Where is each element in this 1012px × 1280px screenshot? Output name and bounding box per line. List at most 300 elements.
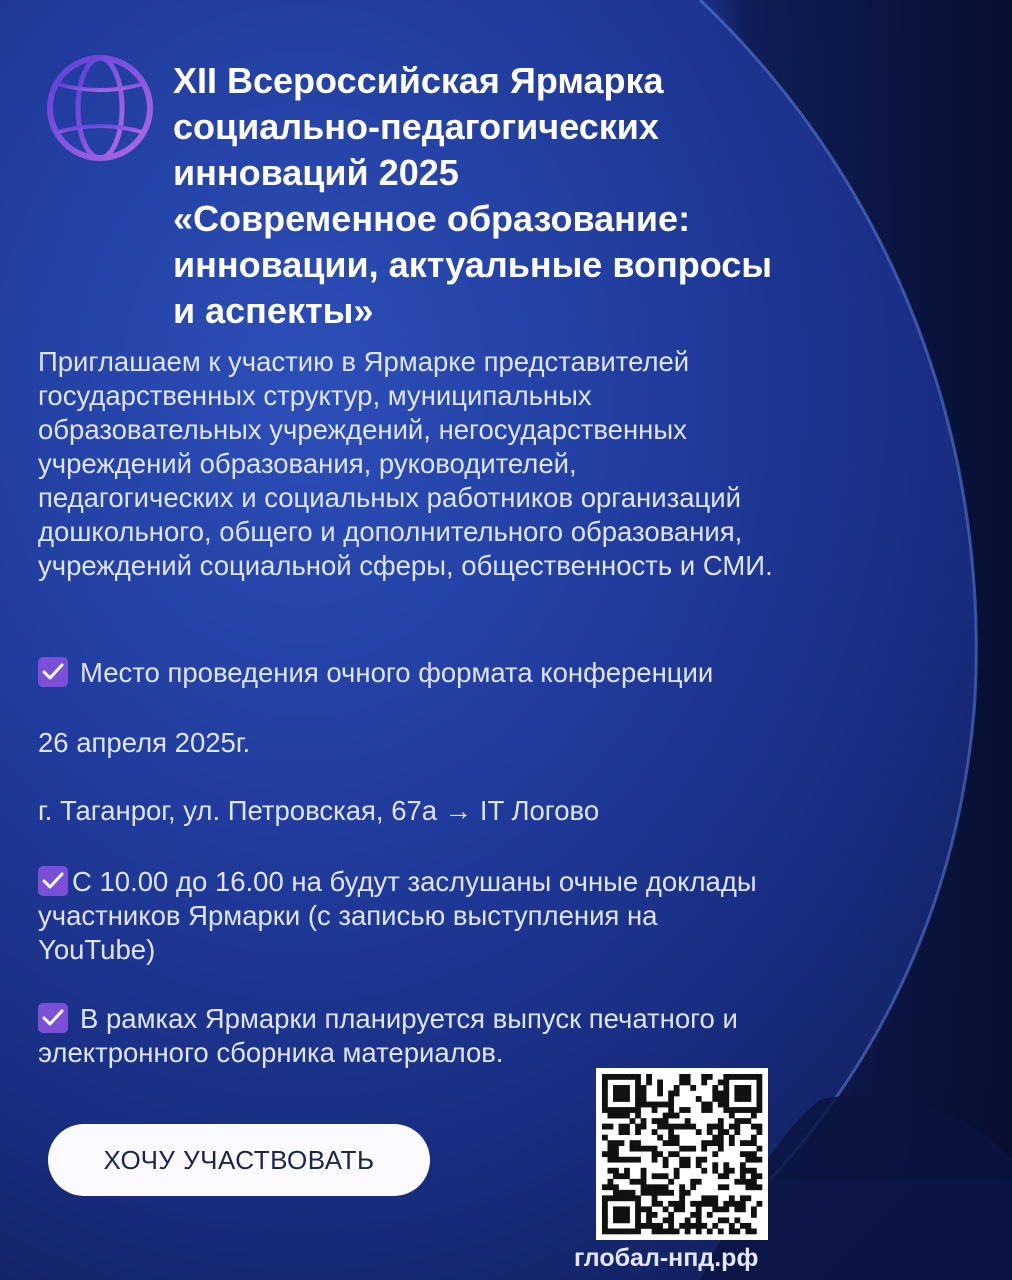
- qr-module: [630, 1179, 636, 1185]
- qr-module: [740, 1201, 746, 1207]
- qr-module: [663, 1206, 669, 1212]
- qr-module: [718, 1228, 724, 1234]
- qr-module: [718, 1135, 724, 1141]
- qr-module: [641, 1118, 647, 1124]
- qr-module: [685, 1162, 691, 1168]
- qr-module: [751, 1140, 757, 1146]
- qr-module: [663, 1217, 669, 1223]
- qr-module: [668, 1151, 674, 1157]
- qr-module: [630, 1074, 636, 1080]
- reports-line: YouTube): [38, 934, 156, 965]
- qr-module: [668, 1217, 674, 1223]
- qr-module: [751, 1206, 757, 1212]
- qr-module: [690, 1184, 696, 1190]
- qr-module: [624, 1228, 630, 1234]
- qr-module: [729, 1201, 735, 1207]
- qr-module: [696, 1228, 702, 1234]
- qr-module: [652, 1146, 658, 1152]
- qr-module: [712, 1223, 718, 1229]
- qr-module: [723, 1085, 729, 1091]
- qr-module: [624, 1113, 630, 1119]
- qr-module: [712, 1096, 718, 1102]
- qr-module: [608, 1195, 614, 1201]
- qr-module: [630, 1228, 636, 1234]
- qr-module: [723, 1074, 729, 1080]
- qr-module: [701, 1146, 707, 1152]
- qr-module: [652, 1173, 658, 1179]
- qr-module: [641, 1190, 647, 1196]
- qr-module: [745, 1140, 751, 1146]
- qr-module: [751, 1074, 757, 1080]
- qr-module: [635, 1107, 641, 1113]
- qr-module: [718, 1124, 724, 1130]
- qr-module: [718, 1102, 724, 1108]
- qr-module: [602, 1080, 608, 1086]
- title-line: и аспекты»: [173, 290, 374, 331]
- qr-module: [707, 1129, 713, 1135]
- qr-module: [652, 1201, 658, 1207]
- qr-module: [635, 1074, 641, 1080]
- qr-module: [707, 1195, 713, 1201]
- qr-module: [718, 1217, 724, 1223]
- qr-module: [646, 1146, 652, 1152]
- intro-line: образовательных учреждений, негосударственных: [38, 414, 687, 445]
- qr-module: [646, 1212, 652, 1218]
- qr-module: [630, 1195, 636, 1201]
- qr-module: [641, 1168, 647, 1174]
- qr-module: [624, 1157, 630, 1163]
- qr-module: [619, 1190, 625, 1196]
- qr-module: [602, 1085, 608, 1091]
- qr-module: [734, 1107, 740, 1113]
- qr-module: [624, 1212, 630, 1218]
- qr-module: [602, 1212, 608, 1218]
- qr-module: [718, 1091, 724, 1097]
- qr-module: [602, 1228, 608, 1234]
- qr-module: [668, 1091, 674, 1097]
- qr-module: [652, 1190, 658, 1196]
- qr-module: [668, 1201, 674, 1207]
- qr-module: [745, 1091, 751, 1097]
- qr-module: [679, 1162, 685, 1168]
- qr-module: [663, 1173, 669, 1179]
- qr-module: [696, 1179, 702, 1185]
- qr-module: [674, 1206, 680, 1212]
- qr-module: [652, 1151, 658, 1157]
- qr-module: [624, 1096, 630, 1102]
- qr-module: [690, 1146, 696, 1152]
- qr-module: [696, 1223, 702, 1229]
- qr-module: [745, 1157, 751, 1163]
- qr-module: [641, 1096, 647, 1102]
- qr-module: [712, 1195, 718, 1201]
- qr-module: [602, 1102, 608, 1108]
- qr-module: [641, 1223, 647, 1229]
- qr-module: [635, 1206, 641, 1212]
- qr-module: [663, 1113, 669, 1119]
- qr-module: [663, 1102, 669, 1108]
- qr-module: [613, 1146, 619, 1152]
- qr-module: [646, 1223, 652, 1229]
- qr-module: [613, 1168, 619, 1174]
- qr-module: [740, 1223, 746, 1229]
- qr-module: [745, 1151, 751, 1157]
- qr-code[interactable]: [596, 1068, 768, 1240]
- qr-module: [624, 1173, 630, 1179]
- qr-module: [740, 1206, 746, 1212]
- qr-module: [619, 1107, 625, 1113]
- qr-module: [751, 1173, 757, 1179]
- qr-module: [751, 1135, 757, 1141]
- qr-module: [652, 1157, 658, 1163]
- qr-module: [745, 1184, 751, 1190]
- qr-module: [701, 1223, 707, 1229]
- qr-module: [751, 1124, 757, 1130]
- qr-module: [751, 1113, 757, 1119]
- qr-module: [652, 1107, 658, 1113]
- qr-module: [608, 1228, 614, 1234]
- qr-module: [602, 1096, 608, 1102]
- qr-module: [635, 1179, 641, 1185]
- qr-module: [674, 1091, 680, 1097]
- qr-module: [740, 1118, 746, 1124]
- qr-module: [668, 1190, 674, 1196]
- website-link[interactable]: глобал-нпд.рф: [574, 1244, 759, 1272]
- qr-module: [619, 1206, 625, 1212]
- qr-module: [674, 1085, 680, 1091]
- qr-module: [723, 1162, 729, 1168]
- qr-module: [608, 1146, 614, 1152]
- qr-module: [723, 1168, 729, 1174]
- qr-module: [756, 1146, 762, 1152]
- qr-module: [685, 1118, 691, 1124]
- qr-module: [657, 1124, 663, 1130]
- qr-module: [635, 1140, 641, 1146]
- qr-module: [723, 1107, 729, 1113]
- qr-module: [723, 1102, 729, 1108]
- qr-module: [602, 1107, 608, 1113]
- qr-module: [619, 1140, 625, 1146]
- event-title: [173, 58, 853, 334]
- qr-module: [619, 1217, 625, 1223]
- qr-module: [740, 1168, 746, 1174]
- reports-line: участников Ярмарки (с записью выступления на: [38, 900, 658, 931]
- qr-module: [734, 1201, 740, 1207]
- qr-module: [657, 1135, 663, 1141]
- qr-module: [657, 1201, 663, 1207]
- title-line: XII Всероссийская Ярмарка: [173, 60, 664, 101]
- publication-line: электронного сборника материалов.: [38, 1037, 504, 1068]
- qr-module: [635, 1080, 641, 1086]
- qr-module: [723, 1080, 729, 1086]
- qr-module: [740, 1179, 746, 1185]
- qr-module: [756, 1085, 762, 1091]
- qr-module: [635, 1223, 641, 1229]
- qr-module: [668, 1135, 674, 1141]
- qr-module: [674, 1135, 680, 1141]
- publication-line: В рамках Ярмарки планируется выпуск печатного и: [80, 1003, 738, 1034]
- qr-module: [613, 1091, 619, 1097]
- qr-module: [701, 1074, 707, 1080]
- qr-module: [646, 1074, 652, 1080]
- qr-module: [707, 1107, 713, 1113]
- qr-module: [641, 1179, 647, 1185]
- qr-module: [613, 1217, 619, 1223]
- qr-module: [723, 1173, 729, 1179]
- qr-module: [751, 1212, 757, 1218]
- qr-module: [740, 1151, 746, 1157]
- qr-module: [745, 1195, 751, 1201]
- qr-module: [723, 1096, 729, 1102]
- qr-module: [657, 1173, 663, 1179]
- qr-module: [641, 1085, 647, 1091]
- qr-module: [685, 1217, 691, 1223]
- intro-line: Приглашаем к участию в Ярмарке представителей: [38, 346, 690, 377]
- qr-module: [723, 1206, 729, 1212]
- qr-module: [679, 1124, 685, 1130]
- qr-module: [718, 1146, 724, 1152]
- qr-module: [646, 1217, 652, 1223]
- qr-module: [756, 1096, 762, 1102]
- qr-module: [641, 1091, 647, 1097]
- qr-module: [624, 1124, 630, 1130]
- qr-module: [718, 1184, 724, 1190]
- qr-module: [619, 1096, 625, 1102]
- qr-module: [663, 1228, 669, 1234]
- qr-module: [602, 1091, 608, 1097]
- qr-module: [718, 1206, 724, 1212]
- qr-module: [608, 1151, 614, 1157]
- qr-module: [668, 1107, 674, 1113]
- event-address: г. Таганрог, ул. Петровская, 67а → IT Логово: [38, 795, 600, 826]
- qr-module: [696, 1217, 702, 1223]
- qr-module: [696, 1201, 702, 1207]
- qr-module: [613, 1195, 619, 1201]
- qr-module: [668, 1113, 674, 1119]
- qr-module: [674, 1228, 680, 1234]
- qr-module: [745, 1179, 751, 1185]
- qr-module: [652, 1102, 658, 1108]
- qr-module: [712, 1201, 718, 1207]
- qr-module: [652, 1195, 658, 1201]
- qr-module: [679, 1195, 685, 1201]
- qr-module: [696, 1157, 702, 1163]
- qr-module: [635, 1201, 641, 1207]
- qr-module: [729, 1140, 735, 1146]
- qr-module: [679, 1190, 685, 1196]
- qr-module: [652, 1118, 658, 1124]
- qr-module: [624, 1168, 630, 1174]
- qr-module: [740, 1085, 746, 1091]
- qr-module: [674, 1168, 680, 1174]
- qr-module: [701, 1157, 707, 1163]
- qr-module: [668, 1179, 674, 1185]
- qr-module: [707, 1228, 713, 1234]
- qr-module: [613, 1151, 619, 1157]
- qr-module: [635, 1228, 641, 1234]
- qr-module: [685, 1080, 691, 1086]
- qr-module: [652, 1212, 658, 1218]
- qr-module: [608, 1140, 614, 1146]
- qr-module: [657, 1228, 663, 1234]
- qr-module: [712, 1206, 718, 1212]
- qr-module: [712, 1140, 718, 1146]
- qr-module: [707, 1201, 713, 1207]
- qr-module: [630, 1190, 636, 1196]
- qr-module: [756, 1107, 762, 1113]
- title-line: инноваций 2025: [173, 152, 459, 193]
- qr-module: [635, 1212, 641, 1218]
- qr-module: [707, 1102, 713, 1108]
- qr-module: [602, 1124, 608, 1130]
- qr-module: [657, 1223, 663, 1229]
- qr-module: [679, 1074, 685, 1080]
- qr-module: [685, 1074, 691, 1080]
- qr-module: [679, 1146, 685, 1152]
- qr-module: [663, 1140, 669, 1146]
- qr-module: [668, 1124, 674, 1130]
- qr-module: [619, 1157, 625, 1163]
- qr-module: [619, 1173, 625, 1179]
- qr-module: [718, 1080, 724, 1086]
- qr-module: [729, 1135, 735, 1141]
- qr-module: [668, 1228, 674, 1234]
- qr-module: [734, 1091, 740, 1097]
- qr-module: [668, 1140, 674, 1146]
- qr-module: [756, 1173, 762, 1179]
- qr-module: [652, 1228, 658, 1234]
- qr-module: [701, 1195, 707, 1201]
- qr-module: [646, 1102, 652, 1108]
- qr-module: [712, 1085, 718, 1091]
- qr-module: [657, 1085, 663, 1091]
- qr-module: [685, 1107, 691, 1113]
- qr-module: [663, 1157, 669, 1163]
- qr-module: [740, 1140, 746, 1146]
- qr-module: [701, 1107, 707, 1113]
- qr-module: [745, 1228, 751, 1234]
- qr-module: [613, 1190, 619, 1196]
- qr-module: [657, 1184, 663, 1190]
- qr-module: [712, 1124, 718, 1130]
- intro-line: учреждений образования, руководителей,: [38, 448, 577, 479]
- qr-module: [668, 1223, 674, 1229]
- qr-module: [613, 1113, 619, 1119]
- qr-module: [745, 1096, 751, 1102]
- qr-module: [756, 1184, 762, 1190]
- qr-module: [701, 1080, 707, 1086]
- title-line: социально-педагогических: [173, 106, 659, 147]
- qr-module: [602, 1151, 608, 1157]
- qr-module: [690, 1201, 696, 1207]
- event-date: 26 апреля 2025г.: [38, 727, 251, 758]
- qr-module: [696, 1206, 702, 1212]
- qr-module: [619, 1195, 625, 1201]
- qr-module: [723, 1201, 729, 1207]
- qr-module: [652, 1223, 658, 1229]
- qr-module: [619, 1113, 625, 1119]
- qr-module: [729, 1168, 735, 1174]
- qr-module: [663, 1184, 669, 1190]
- qr-module: [602, 1195, 608, 1201]
- qr-module: [657, 1102, 663, 1108]
- qr-module: [646, 1206, 652, 1212]
- qr-module: [729, 1223, 735, 1229]
- qr-module: [619, 1228, 625, 1234]
- qr-module: [756, 1129, 762, 1135]
- qr-module: [756, 1102, 762, 1108]
- qr-module: [602, 1074, 608, 1080]
- title-line: инновации, актуальные вопросы: [173, 244, 772, 285]
- qr-module: [657, 1151, 663, 1157]
- qr-module: [635, 1113, 641, 1119]
- qr-module: [718, 1118, 724, 1124]
- qr-module: [641, 1124, 647, 1130]
- qr-module: [740, 1195, 746, 1201]
- qr-module: [624, 1129, 630, 1135]
- qr-module: [602, 1184, 608, 1190]
- qr-module: [756, 1201, 762, 1207]
- qr-module: [712, 1151, 718, 1157]
- qr-module: [630, 1157, 636, 1163]
- qr-module: [635, 1129, 641, 1135]
- qr-module: [707, 1124, 713, 1130]
- qr-module: [685, 1157, 691, 1163]
- qr-module: [745, 1168, 751, 1174]
- qr-module: [751, 1179, 757, 1185]
- checkmark-icon: [38, 657, 68, 687]
- qr-module: [679, 1157, 685, 1163]
- qr-module: [674, 1201, 680, 1207]
- qr-module: [712, 1091, 718, 1097]
- qr-module: [690, 1085, 696, 1091]
- qr-module: [745, 1223, 751, 1229]
- qr-module: [729, 1195, 735, 1201]
- qr-module: [701, 1201, 707, 1207]
- qr-module: [751, 1157, 757, 1163]
- qr-module: [707, 1212, 713, 1218]
- qr-module: [635, 1102, 641, 1108]
- qr-module: [740, 1091, 746, 1097]
- participate-button[interactable]: ХОЧУ УЧАСТВОВАТЬ: [48, 1124, 430, 1196]
- qr-module: [701, 1140, 707, 1146]
- qr-module: [751, 1184, 757, 1190]
- qr-module: [602, 1206, 608, 1212]
- qr-module: [635, 1091, 641, 1097]
- qr-module: [613, 1206, 619, 1212]
- qr-module: [690, 1124, 696, 1130]
- qr-module: [729, 1124, 735, 1130]
- qr-module: [679, 1184, 685, 1190]
- qr-module: [608, 1157, 614, 1163]
- qr-module: [679, 1201, 685, 1207]
- qr-module: [608, 1179, 614, 1185]
- qr-module: [663, 1118, 669, 1124]
- qr-module: [663, 1124, 669, 1130]
- qr-module: [613, 1173, 619, 1179]
- qr-module: [602, 1217, 608, 1223]
- qr-module: [613, 1085, 619, 1091]
- qr-module: [756, 1074, 762, 1080]
- title-line: «Современное образование:: [173, 198, 691, 239]
- qr-module: [690, 1212, 696, 1218]
- qr-module: [624, 1074, 630, 1080]
- qr-module: [685, 1146, 691, 1152]
- qr-module: [734, 1179, 740, 1185]
- qr-module: [751, 1168, 757, 1174]
- qr-module: [696, 1162, 702, 1168]
- qr-module: [707, 1140, 713, 1146]
